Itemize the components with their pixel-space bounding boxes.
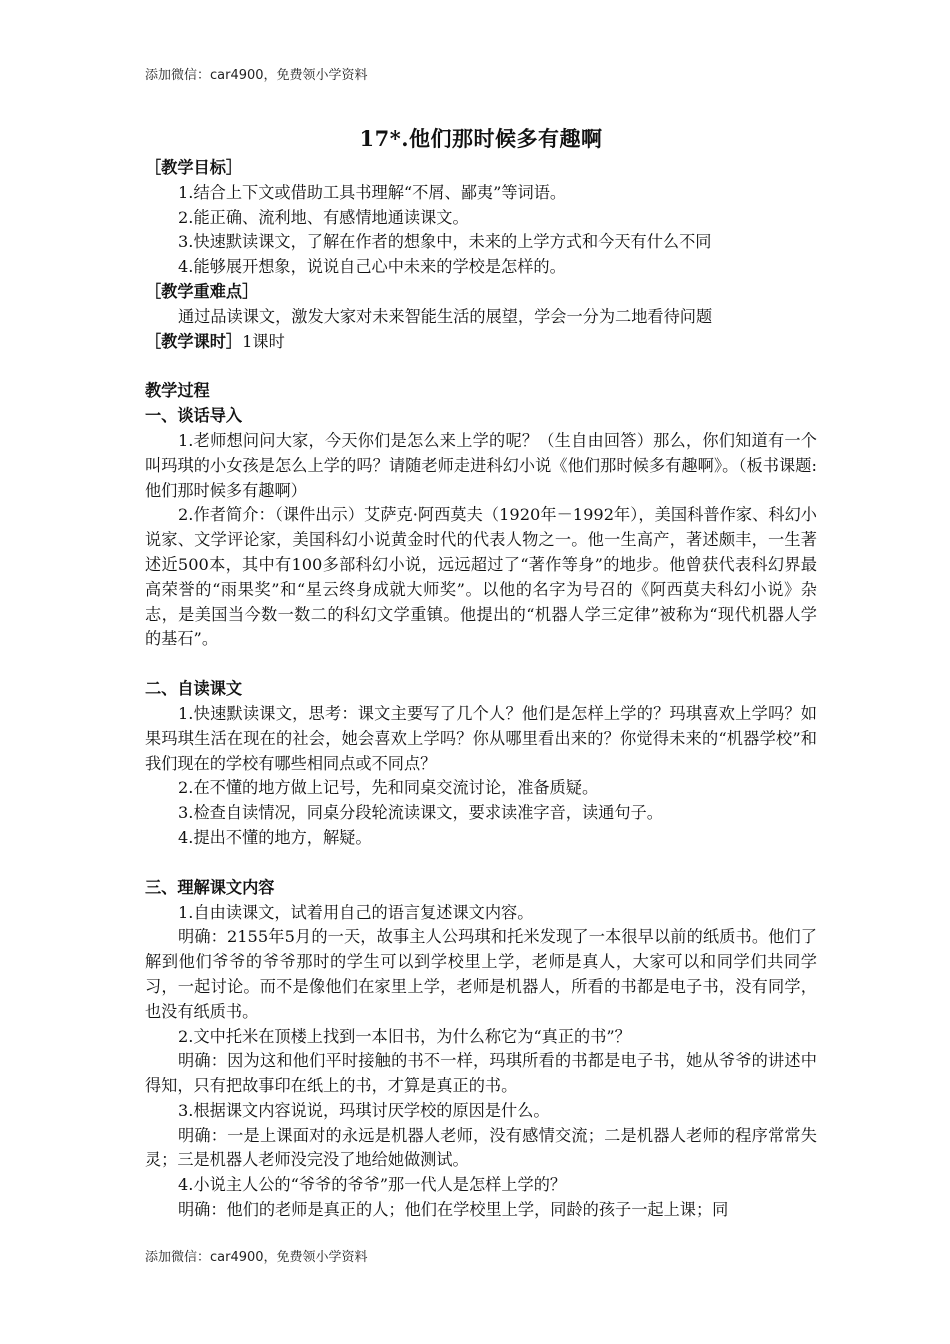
goal-item: 4.能够展开想象，说说自己心中未来的学校是怎样的。 xyxy=(178,257,566,277)
section-3-paragraph: 明确：一是上课面对的永远是机器人老师，没有感情交流；二是机器人老师的程序常常失灵；三是机器人老师没完没了地给她做测试。 xyxy=(145,1125,817,1170)
section-3-paragraph: 3.根据课文内容说说，玛琪讨厌学校的原因是什么。 xyxy=(178,1100,550,1120)
hours-line xyxy=(145,330,817,355)
section-3-paragraph: 2.文中托米在顶楼上找到一本旧书，为什么称它为“真正的书”？ xyxy=(178,1026,631,1046)
hours-heading: ［教学课时］ xyxy=(145,331,243,351)
page-title: 17*.他们那时候多有趣啊 xyxy=(359,126,603,151)
section-2-paragraph: 1.快速默读课文，思考：课文主要写了几个人？他们是怎样上学的？玛琪喜欢上学吗？如果玛琪生活在现在的社会，她会喜欢上学吗？你从哪里看出来的？你觉得未来的“机器学校”和我们现在的学校有哪些相同点或不同点？ xyxy=(145,703,817,773)
keypoints-text: 通过品读课文，激发大家对未来智能生活的展望，学会一分为二地看待问题 xyxy=(178,306,713,326)
goal-item: 3.快速默读课文，了解在作者的想象中，未来的上学方式和今天有什么不同 xyxy=(178,232,712,252)
hours-value: 1课时 xyxy=(242,331,285,351)
page-footer: 添加微信：car4900，免费领小学资料 xyxy=(145,1250,368,1265)
section-2-paragraph: 3.检查自读情况，同桌分段轮流读课文，要求读准字音，读通句子。 xyxy=(178,803,663,823)
section-heading-2: 二、自读课文 xyxy=(145,679,243,699)
section-1-paragraph: 2.作者简介：（课件出示）艾萨克·阿西莫夫（1920年－1992年），美国科普作家、科幻小说家、文学评论家，美国科幻小说黄金时代的代表人物之一。他一生高产，著述颇丰，一生著述近500本，其中有100多部科幻小说，远远超过了“著作等身”的地步。他曾获代表科幻界最高荣誉的“雨果奖”和“星云终身成就大师奖”。以他的名字为号召的《阿西莫夫科幻小说》杂志，是美国当今数一数二的科幻文学重镇。他提出的“机器人学三定律”被称为“现代机器人学的基石”。 xyxy=(145,505,817,649)
section-3-paragraph: 4.小说主人公的“爷爷的爷爷”那一代人是怎样上学的？ xyxy=(178,1175,567,1195)
process-heading: 教学过程 xyxy=(145,381,210,401)
page-header: 添加微信：car4900，免费领小学资料 xyxy=(145,68,368,83)
keypoints-heading: ［教学重难点］ xyxy=(145,281,259,301)
goal-item: 1.结合上下文或借助工具书理解“不屑、鄙夷”等词语。 xyxy=(178,182,567,202)
section-3-paragraph: 明确：因为这和他们平时接触的书不一样，玛琪所看的书都是电子书，她从爷爷的讲述中得知，只有把故事印在纸上的书，才算是真正的书。 xyxy=(145,1051,817,1096)
section-heading-1: 一、谈话导入 xyxy=(145,406,243,426)
section-3-paragraph: 1.自由读课文，试着用自己的语言复述课文内容。 xyxy=(178,902,534,922)
section-3-paragraph: 明确：2155年5月的一天，故事主人公玛琪和托米发现了一本很早以前的纸质书。他们了解到他们爷爷的爷爷那时的学生可以到学校里上学，老师是真人，大家可以和同学们共同学习，一起讨论。而不是像他们在家里上学，老师是机器人，所看的书都是电子书，没有同学，也没有纸质书。 xyxy=(145,927,817,1021)
goals-heading: ［教学目标］ xyxy=(145,158,243,177)
section-3-paragraph: 明确：他们的老师是真正的人；他们在学校里上学，同龄的孩子一起上课；同 xyxy=(178,1200,729,1220)
section-2-paragraph: 2.在不懂的地方做上记号，先和同桌交流讨论，准备质疑。 xyxy=(178,778,599,798)
document-body xyxy=(145,124,817,1223)
section-heading-3: 三、理解课文内容 xyxy=(145,877,275,897)
section-2-paragraph: 4.提出不懂的地方，解疑。 xyxy=(178,827,372,847)
goal-item: 2.能正确、流利地、有感情地通读课文。 xyxy=(178,207,469,227)
section-1-paragraph: 1.老师想问问大家，今天你们是怎么来上学的呢？（生自由回答）那么，你们知道有一个叫玛琪的小女孩是怎么上学的吗？请随老师走进科幻小说《他们那时候多有趣啊》。（板书课题:他们那时候多有趣啊） xyxy=(145,430,817,500)
